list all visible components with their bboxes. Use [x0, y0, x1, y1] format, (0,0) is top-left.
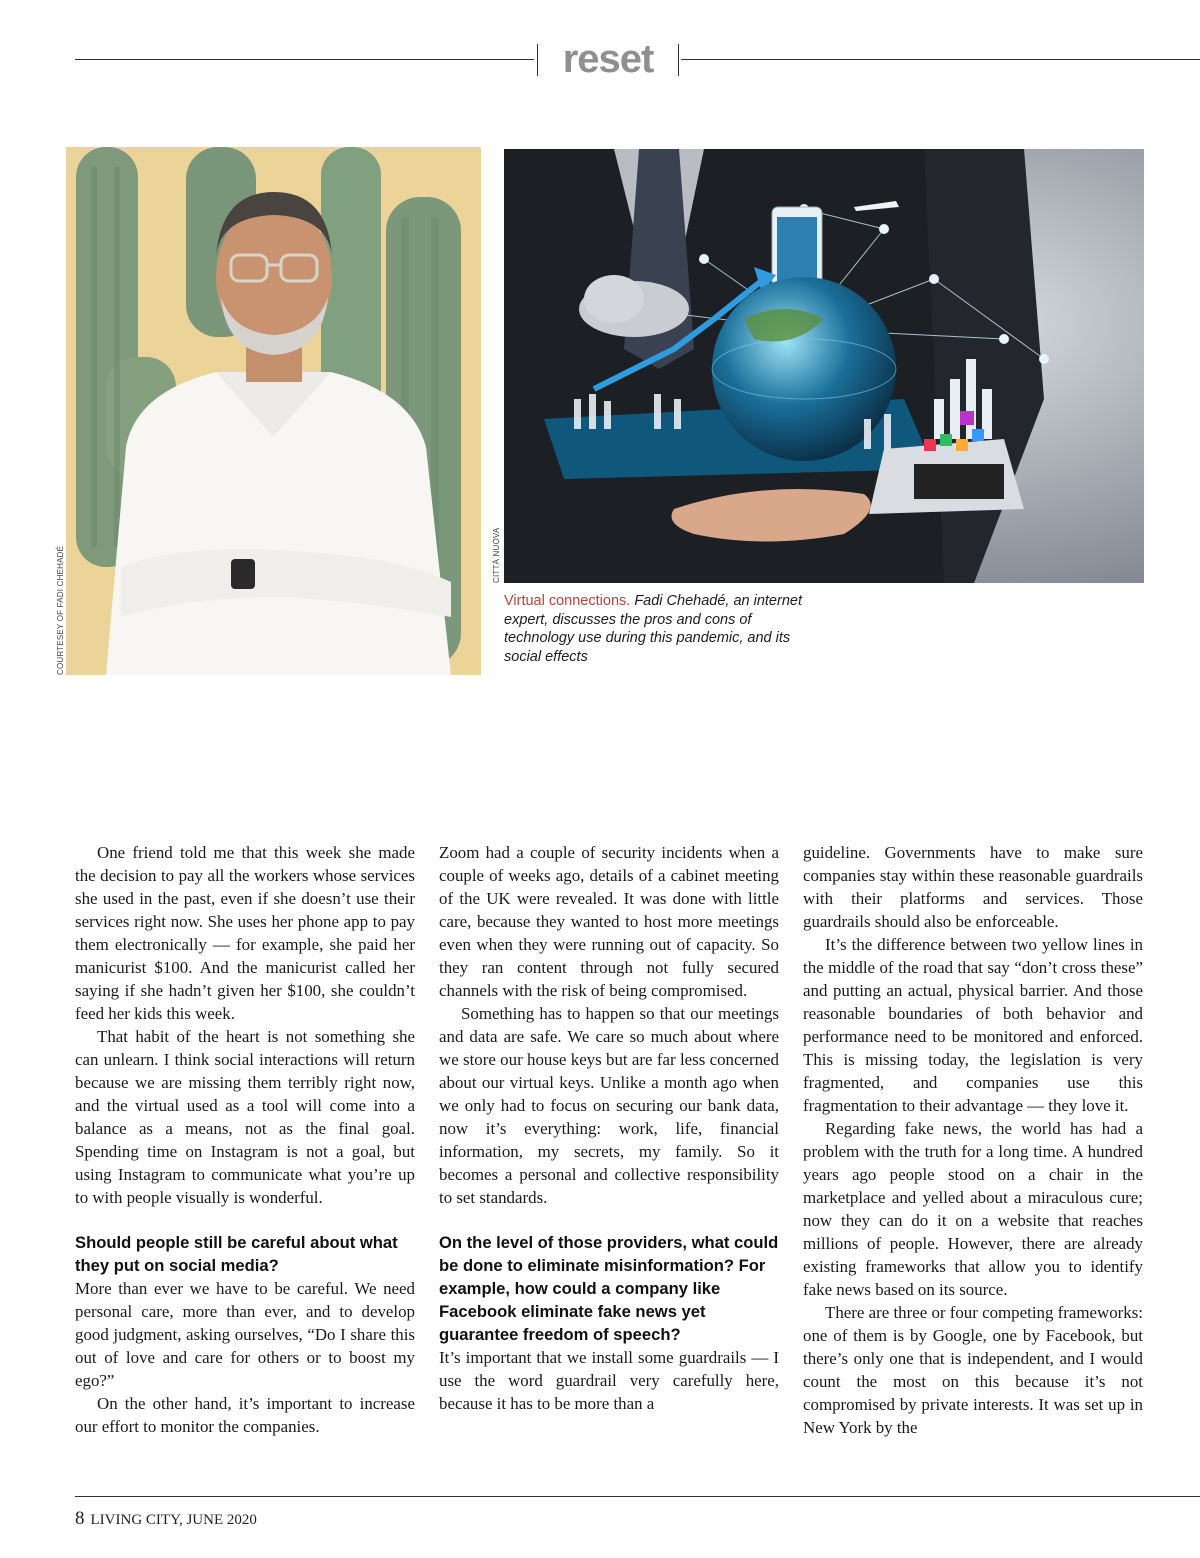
header-rule-right — [681, 59, 1200, 60]
article-column-2 — [439, 841, 779, 1415]
publication-line: LIVING CITY, JUNE 2020 — [90, 1512, 257, 1528]
paragraph: Zoom had a couple of security incidents when a couple of weeks ago, details of a cabinet meeting of the UK were revealed. It was done with little care, because they wanted to host more meetings even when they were running out of capacity. So they ran content through not fully secured channels with the risk of being compromised. — [439, 843, 779, 1000]
paragraph: Something has to happen so that our meetings and data are safe. We care so much about where we store our house keys but are far less concerned about our virtual keys. Unlike a month ago when we only had to focus on securing our bank data, now it’s everything: work, life, financial information, my secrets, my family. So it becomes a personal and collective responsibility to set standards. — [439, 1004, 779, 1207]
article-column-1 — [75, 841, 415, 1438]
portrait-credit: COURTESEY OF FADI CHEHADÉ — [56, 545, 65, 675]
header-tick-right — [678, 44, 679, 76]
paragraph: One friend told me that this week she made the decision to pay all the workers whose services she used in the past, even if she doesn’t use their services right now. She uses her phone app to pay them electronically — for example, she paid her manicurist $100. And the manicurist called her saying if she hadn’t given her $100, she couldn’t feed her kids this week. — [75, 843, 415, 1023]
photo-caption — [504, 592, 804, 666]
page-number: 8 — [75, 1508, 85, 1529]
header-rule-left — [75, 59, 534, 60]
page-folio — [75, 1508, 257, 1530]
caption-body: Fadi Chehadé, an internet expert, discusses the pros and cons of technology use during this pandemic, and its social effects — [504, 593, 802, 665]
paragraph: Regarding fake news, the world has had a problem with the truth for a long time. A hundred years ago people stood on a chair in the marketplace and yelled about a miraculous cure; now they can do it on a website that reaches millions of people. However, there are already existing frameworks that allow you to identify fake news based on its source. — [803, 1119, 1143, 1299]
paragraph: It’s the difference between two yellow lines in the middle of the road that say “don’t cross these” and putting an actual, physical barrier. And those reasonable boundaries of both behavior and performance need to be monitored and enforced. This is missing today, the legislation is very fragmented, and companies use this fragmentation to their advantage — they love it. — [803, 935, 1143, 1115]
paragraph: On the other hand, it’s important to increase our effort to monitor the companies. — [75, 1394, 415, 1436]
caption-lead: Virtual connections. — [504, 593, 631, 609]
paragraph: It’s important that we install some guardrails — I use the word guardrail very carefully here, because it has to be more than a — [439, 1348, 779, 1413]
paragraph: guideline. Governments have to make sure companies stay within these reasonable guardrails with their platforms and services. Those guardrails should also be enforceable. — [803, 843, 1143, 931]
header-tick-left — [537, 44, 538, 76]
footer-rule — [75, 1496, 1200, 1497]
technology-illustration — [504, 149, 1144, 583]
illustration-credit: CITTÀ NUOVA — [492, 527, 501, 583]
article-column-3 — [803, 841, 1143, 1439]
section-title: reset — [562, 37, 654, 81]
question-heading: Should people still be careful about what they put on social media? — [75, 1233, 398, 1275]
question-heading: On the level of those providers, what could be done to eliminate misinformation? For example, how could a company like Facebook eliminate fake news yet guarantee freedom of speech? — [439, 1233, 779, 1344]
portrait-photo — [66, 147, 481, 675]
paragraph: That habit of the heart is not something she can unlearn. I think social interactions will return because we are missing them terribly right now, and the virtual used as a tool will come into a balance as a means, not as the final goal. Spending time on Instagram is not a goal, but using Instagram to communicate what you’re up to with people visually is wonderful. — [75, 1027, 415, 1207]
paragraph: There are three or four competing frameworks: one of them is by Google, one by Facebook, but there’s only one that is independent, and I would count the most on this because it’s not compromised by private interests. It was set up in New York by the — [803, 1303, 1143, 1437]
paragraph: More than ever we have to be careful. We need personal care, more than ever, and to develop good judgment, asking ourselves, “Do I share this out of love and care for others or to boost my ego?” — [75, 1279, 415, 1390]
